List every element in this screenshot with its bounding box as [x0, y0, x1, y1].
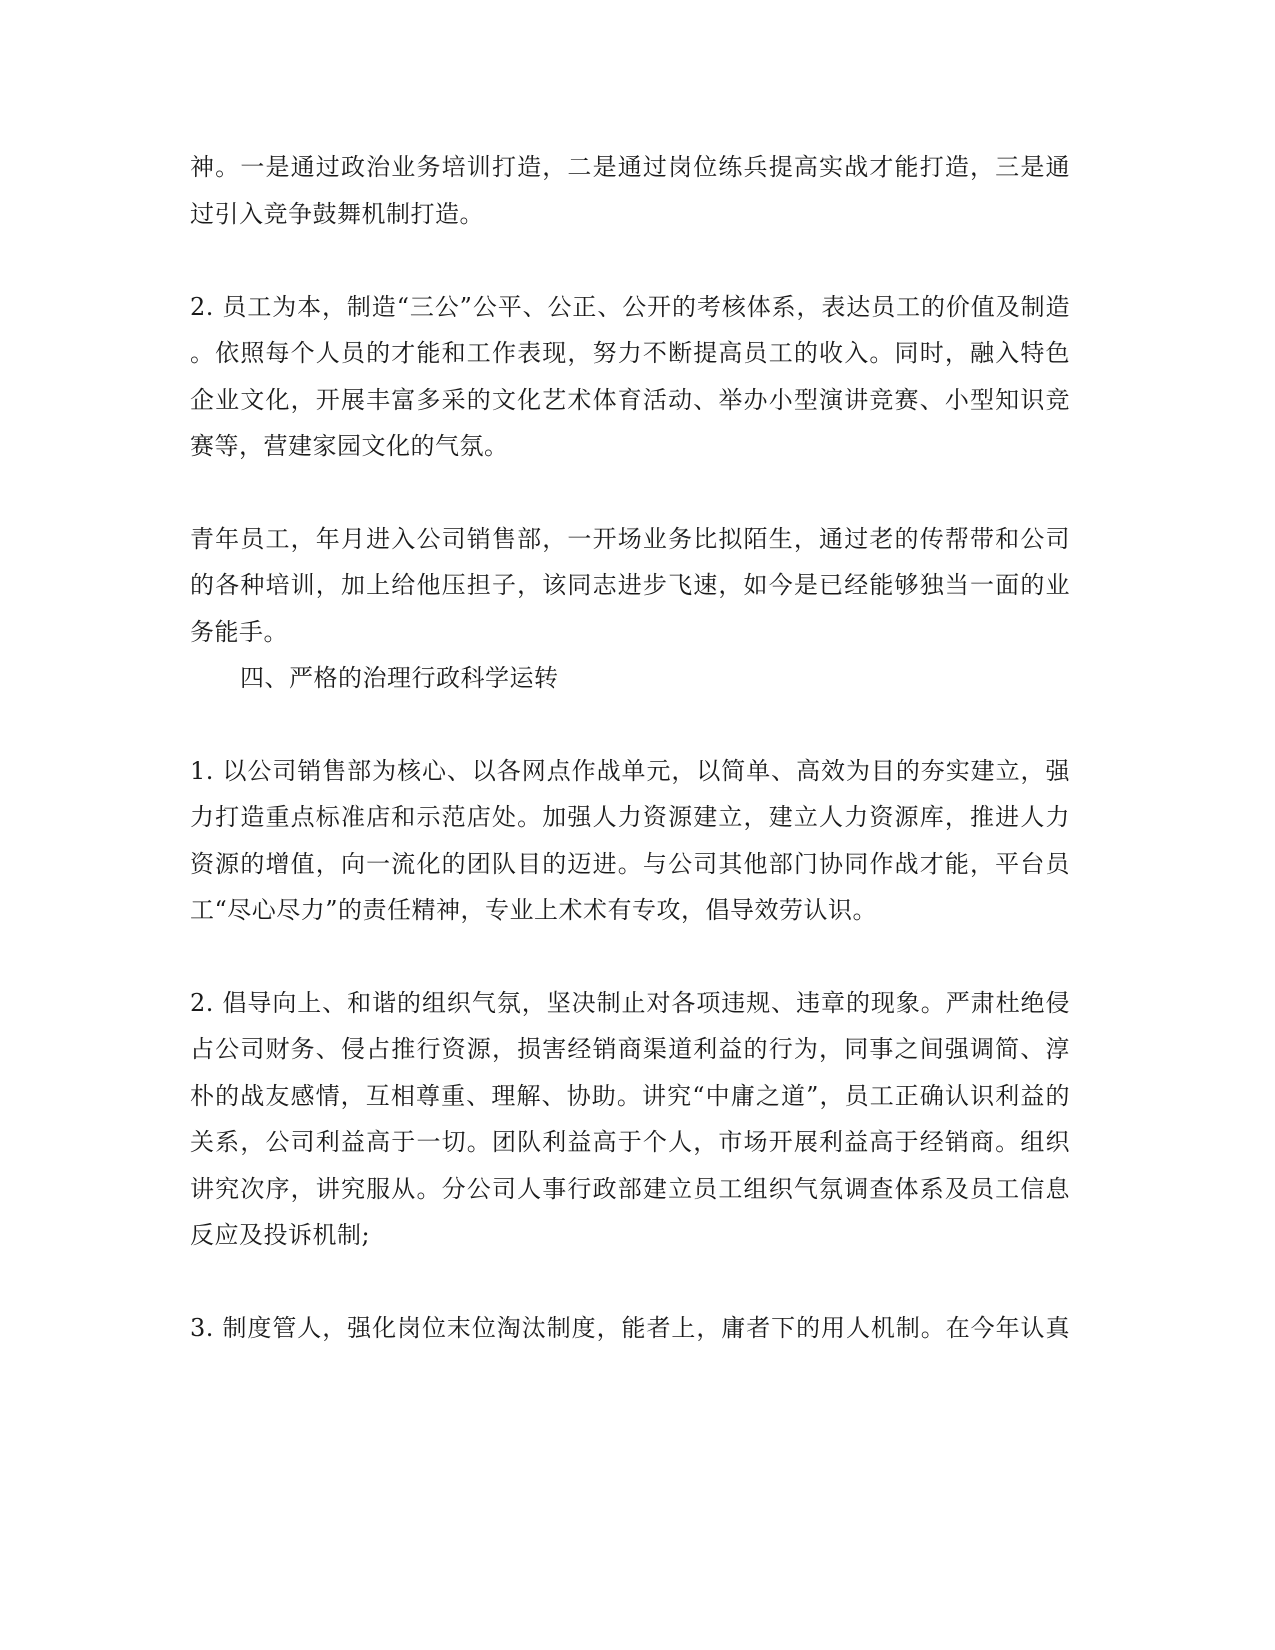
text-line: 1. 以公司销售部为核心、以各网点作战单元，以简单、高效为目的夯实建立，强: [190, 757, 1070, 785]
text-line: 神。一是通过政治业务培训打造，二是通过岗位练兵提高实战才能打造，三是通: [190, 153, 1070, 181]
text-line: 青年员工，年月进入公司销售部，一开场业务比拟陌生，通过老的传帮带和公司: [190, 525, 1070, 553]
text-line: 关系，公司利益高于一切。团队利益高于个人，市场开展利益高于经销商。组织: [190, 1128, 1070, 1156]
section-heading: 四、严格的治理行政科学运转: [240, 664, 559, 692]
text-line: 企业文化，开展丰富多采的文化艺术体育活动、举办小型演讲竞赛、小型知识竞: [190, 386, 1070, 414]
text-line: 讲究次序，讲究服从。分公司人事行政部建立员工组织气氛调查体系及员工信息: [190, 1175, 1070, 1203]
text-line: 过引入竞争鼓舞机制打造。: [190, 200, 484, 228]
text-line: 占公司财务、侵占推行资源，损害经销商渠道利益的行为，同事之间强调简、淳: [190, 1035, 1070, 1063]
text-line: 2. 倡导向上、和谐的组织气氛，坚决制止对各项违规、违章的现象。严肃杜绝侵: [190, 989, 1070, 1017]
text-line: 反应及投诉机制;: [190, 1221, 371, 1249]
text-line: 朴的战友感情，互相尊重、理解、协助。讲究“中庸之道”，员工正确认识利益的: [190, 1082, 1070, 1110]
text-line: 2. 员工为本，制造“三公”公平、公正、公开的考核体系，表达员工的价值及制造: [190, 293, 1070, 321]
text-line: 3. 制度管人，强化岗位末位淘汰制度，能者上，庸者下的用人机制。在今年认真: [190, 1314, 1070, 1342]
text-line: 工“尽心尽力”的责任精神，专业上术术有专攻，倡导效劳认识。: [190, 896, 878, 924]
text-line: 资源的增值，向一流化的团队目的迈进。与公司其他部门协同作战才能，平台员: [190, 850, 1070, 878]
text-line: 力打造重点标准店和示范店处。加强人力资源建立，建立人力资源库，推进人力: [190, 803, 1070, 831]
text-line: 。依照每个人员的才能和工作表现，努力不断提高员工的收入。同时，融入特色: [190, 339, 1070, 367]
text-line: 务能手。: [190, 618, 288, 646]
text-line: 赛等，营建家园文化的气氛。: [190, 432, 509, 460]
text-line: 的各种培训，加上给他压担子，该同志进步飞速，如今是已经能够独当一面的业: [190, 571, 1070, 599]
